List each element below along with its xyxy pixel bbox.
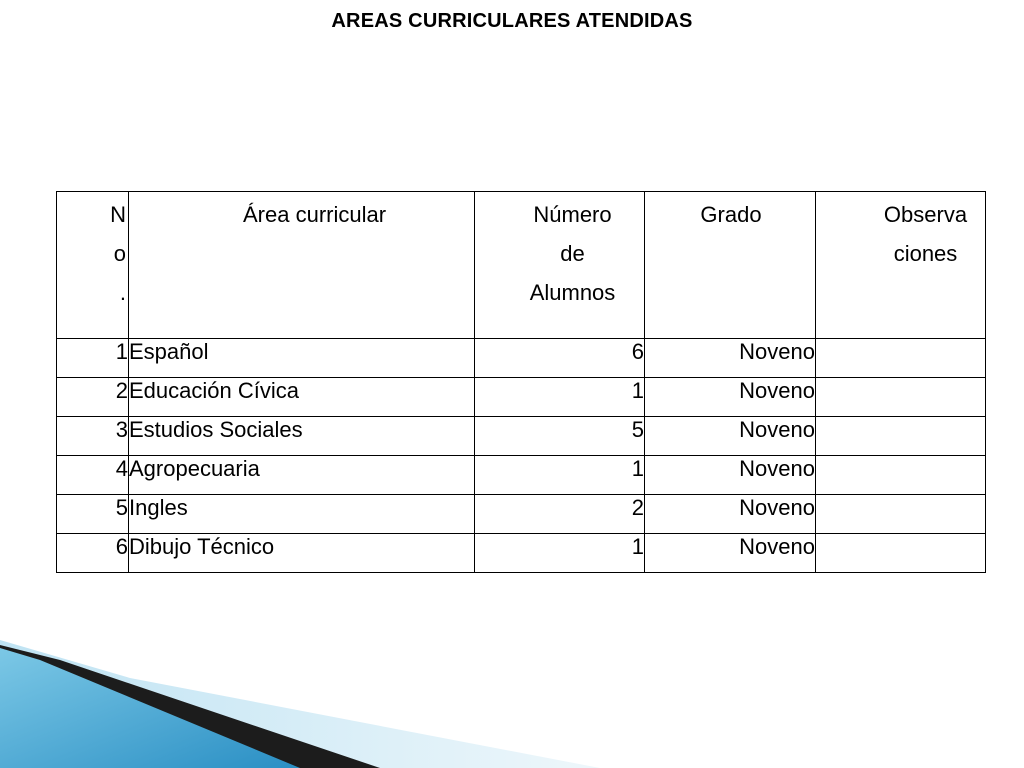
row-number-cell: 5 [57,495,129,534]
row-number-cell: 2 [57,378,129,417]
grado-cell: Noveno [645,417,816,456]
header-num-line: Número [533,202,612,227]
area-cell: Ingles [129,495,475,534]
header-no-line: . [119,280,126,305]
area-cell: Dibujo Técnico [129,534,475,573]
header-area-label: Área curricular [243,202,387,227]
header-num-line: Alumnos [529,280,616,305]
num-alumnos-cell: 6 [475,339,645,378]
area-cell: Agropecuaria [129,456,475,495]
grado-cell: Noveno [645,495,816,534]
header-obs-line: ciones [893,241,958,266]
header-num-line: de [560,241,585,266]
area-cell: Español [129,339,475,378]
grado-cell: Noveno [645,339,816,378]
num-alumnos-cell: 1 [475,378,645,417]
slide-title: AREAS CURRICULARES ATENDIDAS [331,10,693,32]
header-no-line: N [110,202,126,227]
num-alumnos-cell: 5 [475,417,645,456]
grado-cell: Noveno [645,378,816,417]
row-number-cell: 6 [57,534,129,573]
row-number-cell: 3 [57,417,129,456]
header-no-line: o [113,241,126,266]
num-alumnos-cell: 2 [475,495,645,534]
grado-cell: Noveno [645,456,816,495]
num-alumnos-cell: 1 [475,534,645,573]
grado-cell: Noveno [645,534,816,573]
num-alumnos-cell: 1 [475,456,645,495]
area-cell: Educación Cívica [129,378,475,417]
area-cell: Estudios Sociales [129,417,475,456]
row-number-cell: 1 [57,339,129,378]
row-number-cell: 4 [57,456,129,495]
header-obs-line: Observa [883,202,968,227]
header-grado-label: Grado [700,202,762,227]
